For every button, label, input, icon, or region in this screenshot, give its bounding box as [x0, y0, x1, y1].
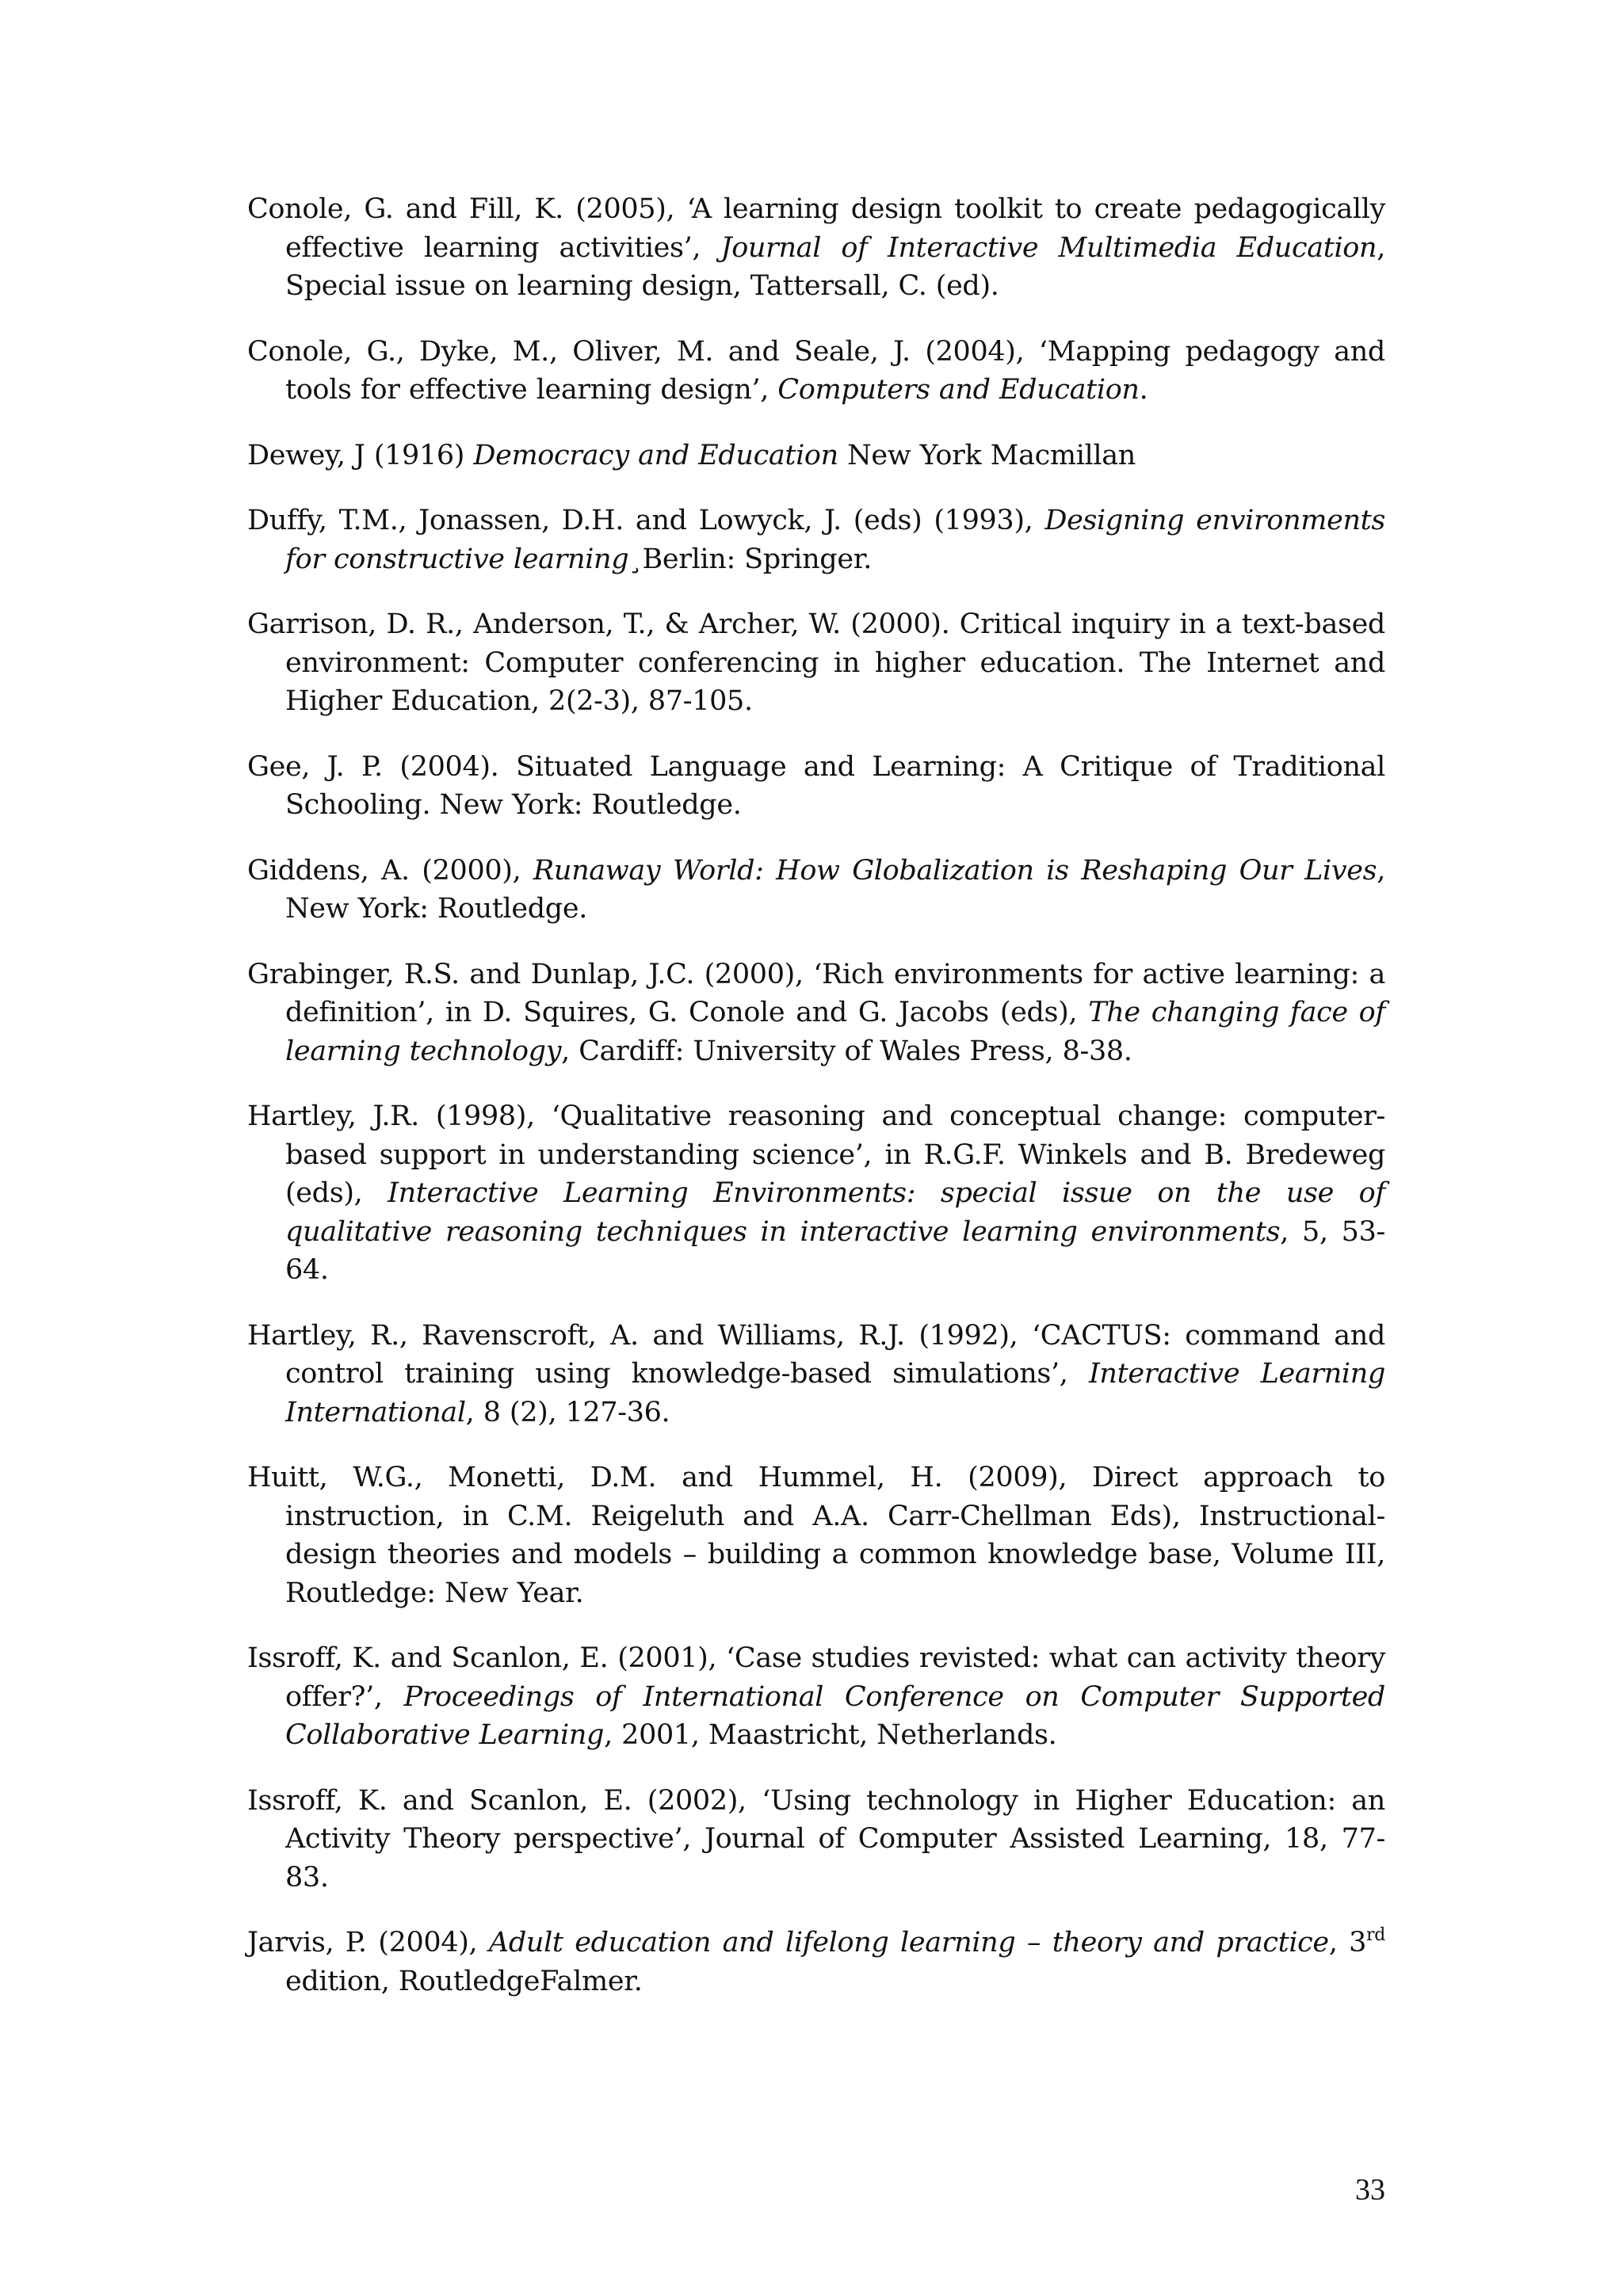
reference-text: , Cardiff: University of Wales Press, 8-38.	[561, 1035, 1132, 1067]
reference-entry	[247, 1317, 1385, 1432]
reference-text: , Special issue on learning design, Tattersall, C. (ed).	[285, 231, 1385, 302]
reference-text: , 3	[1328, 1927, 1367, 1958]
reference-text: Garrison, D. R., Anderson, T., & Archer, W. (2000). Critical inquiry in a text-based environment: Computer conferencing in higher education. The Internet and Higher Education, 2(2-3), 87-105.	[247, 608, 1385, 717]
reference-text: , 8 (2), 127-36.	[465, 1396, 670, 1428]
reference-italic-title: Journal of Interactive Multimedia Education	[720, 231, 1377, 264]
reference-entry	[247, 1639, 1385, 1755]
reference-entry	[247, 333, 1385, 410]
reference-text: Huitt, W.G., Monetti, D.M. and Hummel, H. (2009), Direct approach to instruction, in C.M. Reigeluth and A.A. Carr-Chellman Eds), Instructional-design theories and models – building a common knowledge base, Volume III, Routledge: New Year.	[247, 1462, 1385, 1609]
reference-list	[247, 190, 1385, 2027]
reference-superscript: rd	[1366, 1925, 1385, 1945]
reference-italic-title: Designing environments for constructive learning¸	[285, 505, 1385, 575]
reference-italic-title: Runaway World: How Globalization is Reshaping Our Lives	[533, 854, 1377, 887]
reference-entry	[247, 605, 1385, 721]
reference-text: , New York: Routledge.	[285, 854, 1386, 925]
reference-entry	[247, 1782, 1385, 1897]
reference-entry	[247, 437, 1385, 475]
reference-text: .	[1139, 374, 1148, 406]
reference-text: Dewey, J (1916)	[247, 439, 474, 471]
reference-text: Grabinger, R.S. and Dunlap, J.C. (2000), ‘Rich environments for active learning: a definition’, in D. Squires, G. Conole and G. Jacobs (eds),	[247, 958, 1385, 1028]
reference-text: Duffy, T.M., Jonassen, D.H. and Lowyck, J. (eds) (1993),	[247, 505, 1045, 536]
reference-entry	[247, 190, 1385, 306]
reference-italic-title: Computers and Education	[777, 374, 1140, 406]
reference-entry	[247, 1924, 1385, 2000]
reference-text: , 5, 53-64.	[285, 1215, 1385, 1286]
reference-entry	[247, 502, 1385, 578]
reference-text: edition, RoutledgeFalmer.	[285, 1965, 643, 1997]
reference-text: Hartley, R., Ravenscroft, A. and Williams, R.J. (1992), ‘CACTUS: command and control training using knowledge-based simulations’,	[247, 1319, 1385, 1390]
reference-text: Hartley, J.R. (1998), ‘Qualitative reasoning and conceptual change: computer-based support in understanding science’, in R.G.F. Winkels and B. Bredeweg (eds),	[247, 1100, 1385, 1209]
reference-italic-title: Interactive Learning International	[285, 1358, 1386, 1428]
reference-text: Giddens, A. (2000),	[247, 854, 533, 887]
reference-text: New York Macmillan	[838, 439, 1136, 471]
reference-entry	[247, 1459, 1385, 1612]
reference-entry	[247, 1097, 1385, 1290]
reference-entry	[247, 748, 1385, 825]
reference-text: Jarvis, P. (2004),	[247, 1927, 489, 1958]
reference-text: , 2001, Maastricht, Netherlands.	[604, 1719, 1057, 1751]
reference-entry	[247, 955, 1385, 1071]
reference-italic-title: The changing face of learning technology	[285, 997, 1385, 1067]
reference-entry	[247, 852, 1385, 929]
reference-text: Conole, G. and Fill, K. (2005), ‘A learning design toolkit to create pedagogically effective learning activities’,	[247, 193, 1385, 264]
reference-text: Issroff, K. and Scanlon, E. (2001), ‘Case studies revisted: what can activity theory offer?’,	[247, 1642, 1385, 1713]
reference-text: Gee, J. P. (2004). Situated Language and Learning: A Critique of Traditional Schooling. New York: Routledge.	[247, 750, 1385, 821]
reference-italic-title: Interactive Learning Environments: special issue on the use of qualitative reasoning techniques in interactive learning environments	[285, 1177, 1385, 1248]
reference-italic-title: Adult education and lifelong learning – theory and practice	[488, 1927, 1329, 1958]
reference-text: Issroff, K. and Scanlon, E. (2002), ‘Using technology in Higher Education: an Activity Theory perspective’, Journal of Computer Assisted Learning, 18, 77-83.	[247, 1784, 1385, 1894]
reference-italic-title: Proceedings of International Conference on Computer Supported Collaborative Learning	[285, 1680, 1385, 1751]
reference-text: Conole, G., Dyke, M., Oliver, M. and Seale, J. (2004), ‘Mapping pedagogy and tools for effective learning design’,	[247, 335, 1385, 406]
reference-italic-title: Democracy and Education	[473, 439, 838, 471]
reference-text: Berlin: Springer.	[642, 543, 873, 575]
page-number: 33	[1355, 2173, 1385, 2206]
